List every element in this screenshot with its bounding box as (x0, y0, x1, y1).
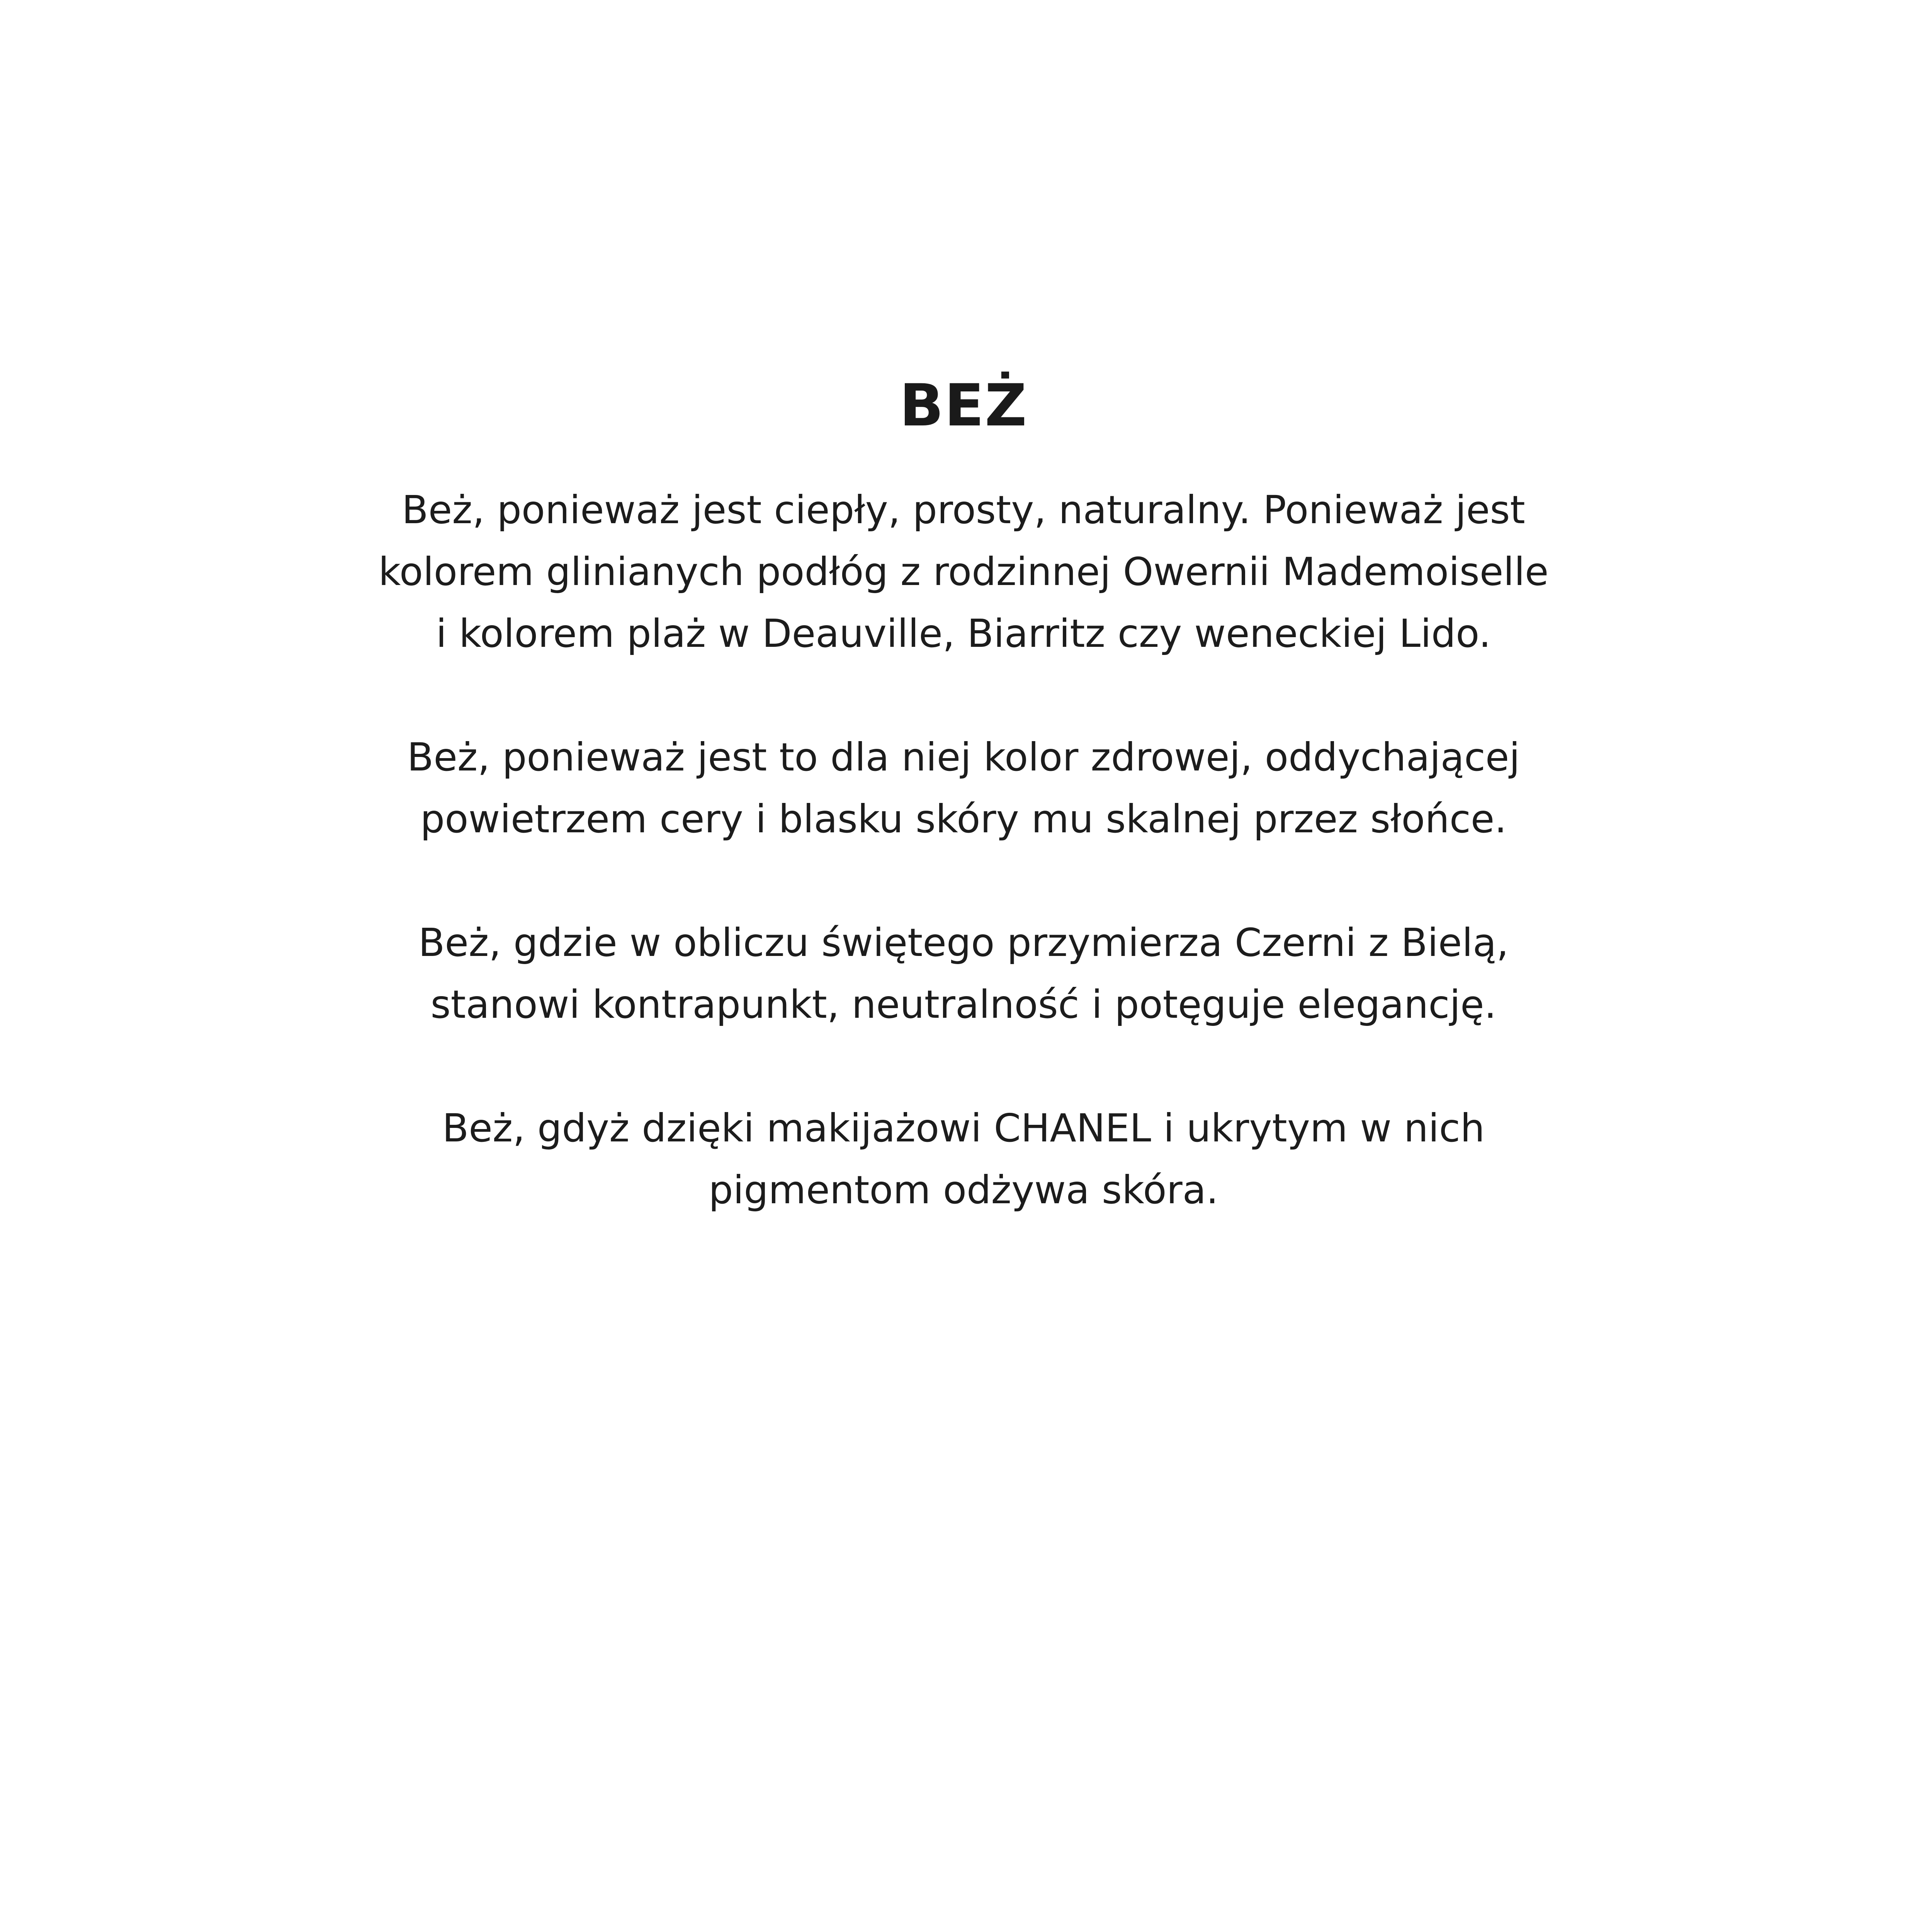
text-line: Beż, ponieważ jest to dla niej kolor zdrowej, oddychającej (407, 735, 1520, 780)
text-line: powietrzem cery i blasku skóry mu skalnej przez słońce. (420, 796, 1507, 842)
text-line: i kolorem plaż w Deauville, Biarritz czy weneckiej Lido. (436, 611, 1491, 656)
text-line: Beż, ponieważ jest ciepły, prosty, naturalny. Ponieważ jest (402, 487, 1525, 532)
page-title: BEŻ (899, 372, 1028, 439)
text-line: pigmentom odżywa skóra. (709, 1167, 1218, 1213)
paragraph-3 (348, 912, 1579, 1036)
text-line: kolorem glinianych podłóg z rodzinnej Owernii Mademoiselle (378, 549, 1549, 594)
paragraph-1 (348, 479, 1579, 665)
text-line: Beż, gdyż dzięki makijażowi CHANEL i ukrytym w nich (442, 1105, 1485, 1151)
paragraph-2 (348, 726, 1579, 850)
text-line: Beż, gdzie w obliczu świętego przymierza Czerni z Bielą, (418, 920, 1509, 965)
text-line: stanowi kontrapunkt, neutralność i potęguje elegancję. (430, 982, 1497, 1027)
body-text (348, 479, 1579, 1283)
paragraph-4 (348, 1097, 1579, 1221)
